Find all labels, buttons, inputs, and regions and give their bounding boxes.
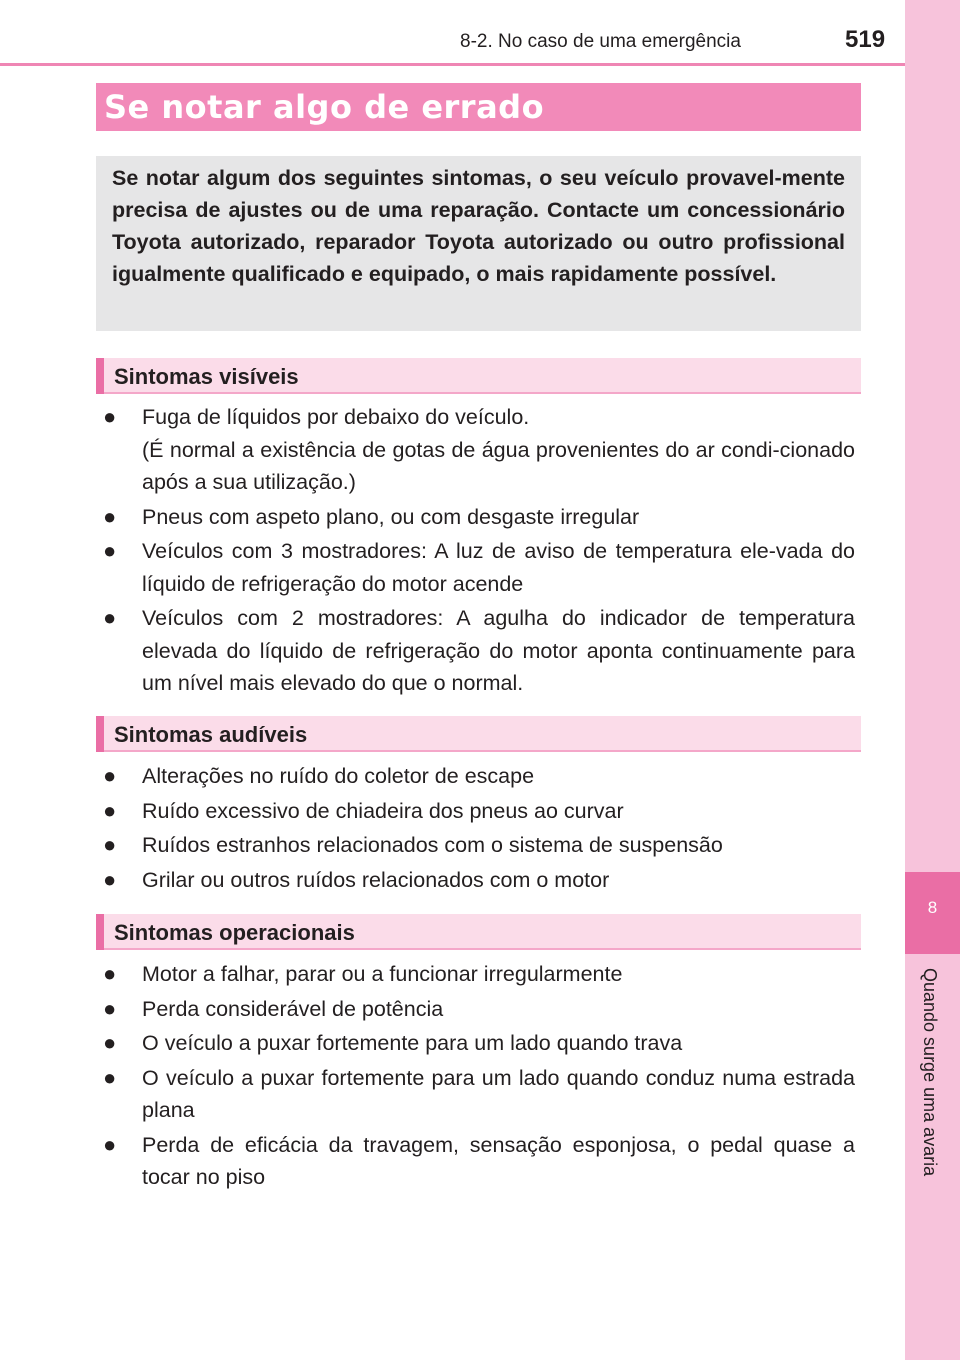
list-item-text: Alterações no ruído do coletor de escape bbox=[142, 764, 535, 788]
list-item bbox=[103, 1129, 855, 1194]
list-item bbox=[103, 1027, 855, 1060]
section-heading-audible bbox=[96, 716, 861, 752]
list-item-text: Grilar ou outros ruídos relacionados com o motor bbox=[142, 867, 610, 892]
list-item-text: Pneus com aspeto plano, ou com desgaste irregular bbox=[142, 504, 640, 529]
list-item bbox=[103, 401, 855, 499]
chapter-number-box bbox=[905, 872, 960, 954]
list-item-text: O veículo a puxar fortemente para um lado quando conduz numa estrada plana bbox=[142, 1065, 855, 1122]
list-item-text: Motor a falhar, parar ou a funcionar irregularmente bbox=[142, 962, 623, 986]
list-item-text: Perda de eficácia da travagem, sensação esponjosa, o pedal quase a tocar no piso bbox=[142, 1132, 855, 1189]
list-item bbox=[103, 535, 855, 600]
operational-symptoms-list bbox=[103, 958, 855, 1196]
visible-symptoms-list bbox=[103, 401, 855, 702]
list-item bbox=[103, 864, 855, 897]
list-item bbox=[103, 602, 855, 700]
page-title-bar bbox=[96, 83, 861, 131]
list-item-text: Perda considerável de potência bbox=[142, 996, 444, 1021]
chapter-title: Quando surge uma avaria bbox=[920, 968, 940, 1177]
list-item-text: Veículos com 3 mostradores: A luz de aviso de temperatura ele-vada do líquido de refrigeração do motor acende bbox=[142, 539, 855, 596]
intro-box bbox=[96, 156, 861, 331]
list-item bbox=[103, 993, 855, 1026]
list-item bbox=[103, 795, 855, 828]
running-header: 8-2. No caso de uma emergência bbox=[460, 31, 741, 52]
section-heading-operational bbox=[96, 914, 861, 950]
intro-text: Se notar algum dos seguintes sintomas, o seu veículo provavel-mente precisa de ajustes ou de uma reparação. Contacte um concessionário Toyota autorizado, reparador Toyota autorizado ou outro profissional igualmente qualificado e equipado, o mais rapidamente possível. bbox=[112, 166, 845, 286]
list-item-text: Ruído excessivo de chiadeira dos pneus ao curvar bbox=[142, 798, 624, 823]
section-heading-label: Sintomas visíveis bbox=[114, 364, 299, 389]
audible-symptoms-list bbox=[103, 760, 855, 898]
section-heading-label: Sintomas audíveis bbox=[114, 722, 308, 747]
chapter-number: 8 bbox=[927, 898, 938, 917]
list-item-text: Fuga de líquidos por debaixo do veículo. (É normal a existência de gotas de água provenientes do ar condi-cionado após a sua utilização.) bbox=[142, 405, 855, 494]
section-heading-label: Sintomas operacionais bbox=[114, 920, 355, 945]
list-item-text: O veículo a puxar fortemente para um lado quando trava bbox=[142, 1031, 683, 1055]
section-heading-visible bbox=[96, 358, 861, 394]
list-item bbox=[103, 1062, 855, 1127]
list-item bbox=[103, 958, 855, 991]
list-item-text: Veículos com 2 mostradores: A agulha do indicador de temperatura elevada do líquido de refrigeração do motor aponta continuamente para um nível mais elevado do que o normal. bbox=[142, 606, 855, 695]
header-divider bbox=[0, 63, 905, 66]
page-number: 519 bbox=[845, 26, 886, 53]
list-item bbox=[103, 760, 855, 793]
list-item bbox=[103, 501, 855, 534]
list-item-text: Ruídos estranhos relacionados com o sistema de suspensão bbox=[142, 833, 723, 857]
list-item bbox=[103, 829, 855, 862]
page-title: Se notar algo de errado bbox=[104, 88, 545, 126]
